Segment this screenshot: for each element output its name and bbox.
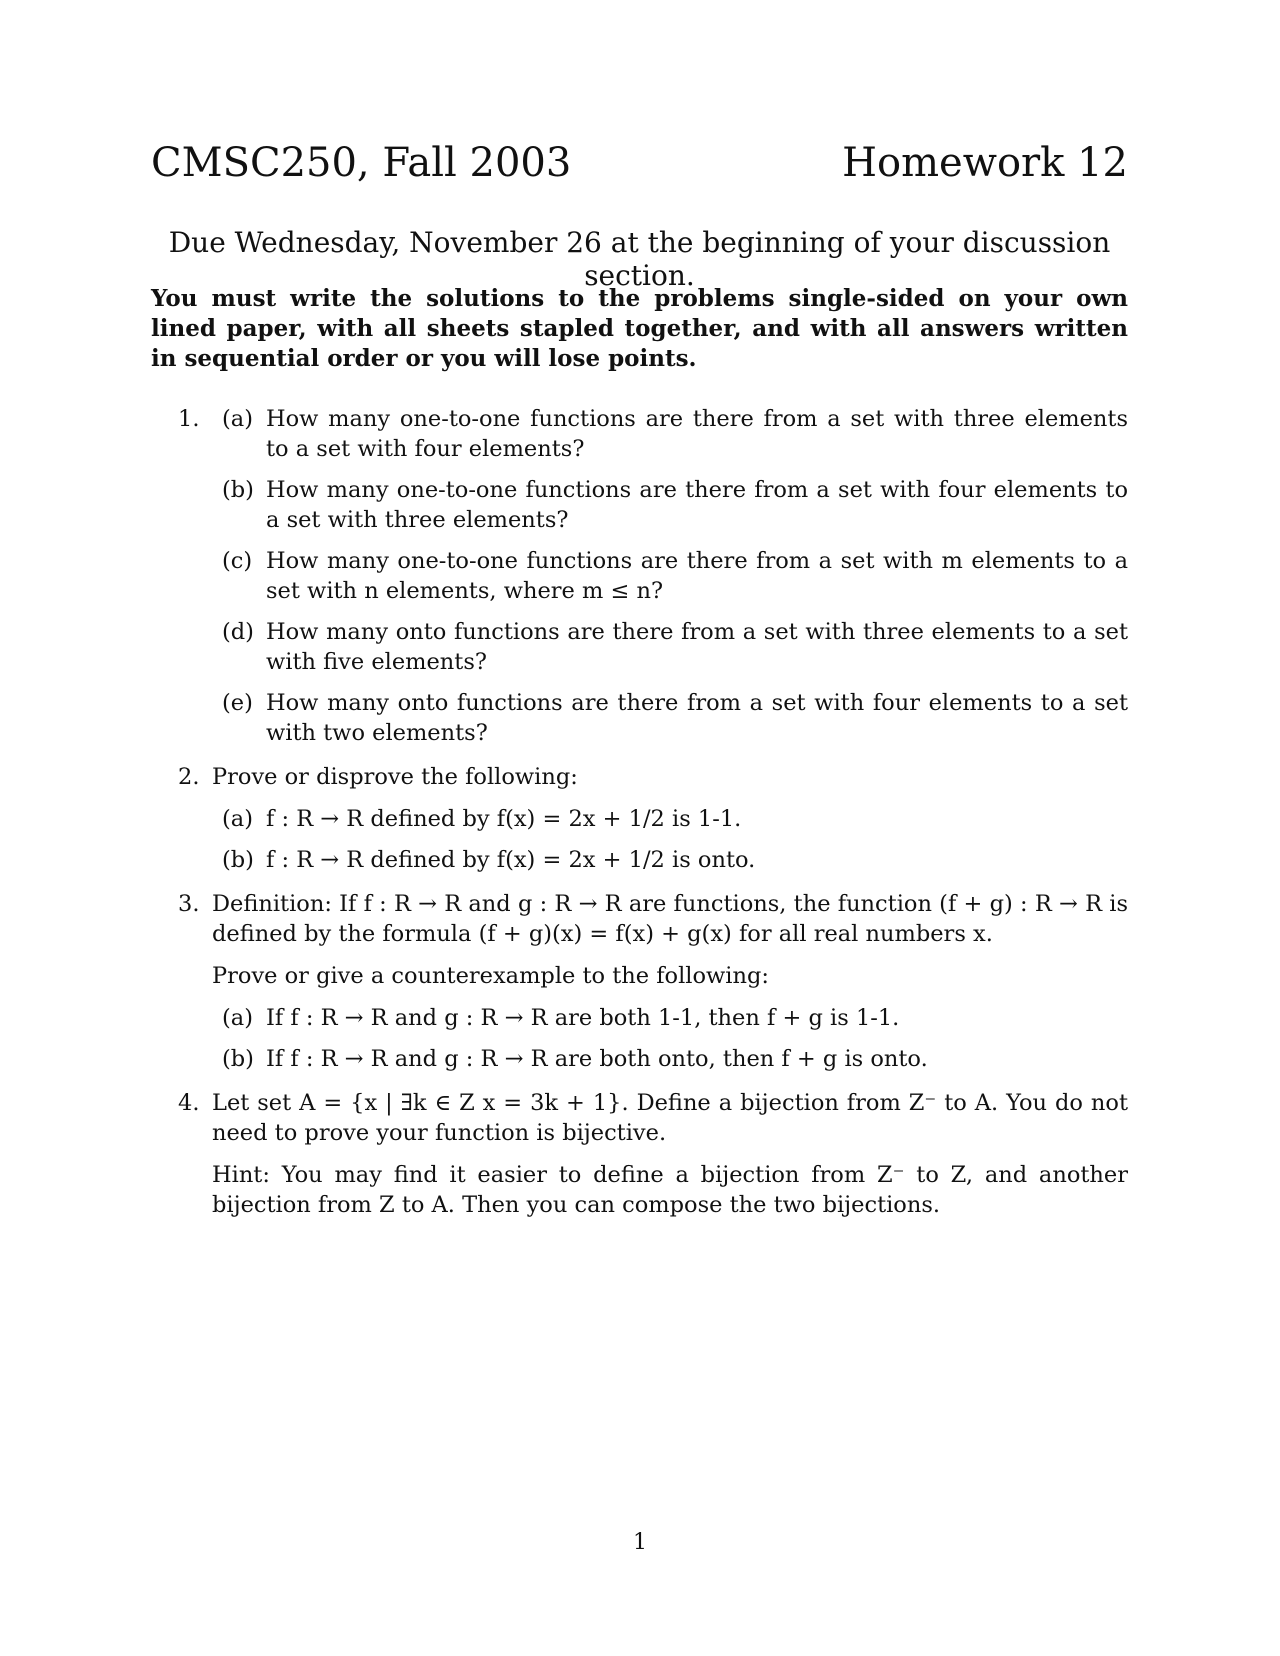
problem-4-hint: Hint: You may find it easier to define a bijection from Z⁻ to Z, and another bijection from Z to A. Then you can compose the two bijections. (212, 1162, 1128, 1218)
problem-4 (151, 1088, 1128, 1220)
due-date: Due Wednesday, November 26 at the beginning of your discussion section. (168, 226, 1111, 292)
problem-1c (212, 546, 1128, 606)
problem-number: 3. (178, 891, 200, 917)
sub-label: (b) (222, 477, 254, 503)
sub-label: (a) (222, 406, 253, 432)
sub-text: How many onto functions are there from a set with four elements to a set with two elements? (266, 690, 1128, 746)
sub-text: f : R → R defined by f(x) = 2x + 1/2 is onto. (266, 847, 756, 873)
sub-label: (d) (222, 619, 254, 645)
problem-2a (212, 804, 1128, 834)
sub-label: (c) (222, 548, 253, 574)
problem-number: 2. (178, 764, 200, 790)
sub-label: (e) (222, 690, 253, 716)
problem-3a (212, 1003, 1128, 1033)
sub-text: How many onto functions are there from a set with three elements to a set with five elements? (266, 619, 1128, 675)
course-title: CMSC250, Fall 2003 (151, 140, 572, 186)
problem-2b (212, 845, 1128, 875)
problem-1 (151, 404, 1128, 748)
sub-label: (b) (222, 847, 254, 873)
sub-label: (a) (222, 806, 253, 832)
page-number: 1 (633, 1530, 647, 1555)
problem-3-definition: Definition: If f : R → R and g : R → R are functions, the function (f + g) : R → R is defined by the formula (f + g)(x) = f(x) + g(x) for all real numbers x. (212, 891, 1128, 947)
problem-list (151, 404, 1128, 1234)
sub-text: If f : R → R and g : R → R are both onto, then f + g is onto. (266, 1046, 928, 1072)
problem-1a (212, 404, 1128, 464)
problem-1b (212, 475, 1128, 535)
problem-1e (212, 688, 1128, 748)
problem-2-intro: Prove or disprove the following: (212, 764, 578, 790)
problem-2 (151, 762, 1128, 875)
header (151, 140, 1128, 200)
problem-number: 4. (178, 1090, 200, 1116)
sub-label: (a) (222, 1005, 253, 1031)
problem-3-intro: Prove or give a counterexample to the following: (212, 963, 769, 989)
problem-4-text: Let set A = {x | ∃k ∈ Z x = 3k + 1}. Define a bijection from Z⁻ to A. You do not need to prove your function is bijective. (212, 1090, 1128, 1146)
sub-text: How many one-to-one functions are there from a set with four elements to a set with three elements? (266, 477, 1128, 533)
sub-label: (b) (222, 1046, 254, 1072)
problem-1d (212, 617, 1128, 677)
sub-text: How many one-to-one functions are there from a set with m elements to a set with n elements, where m ≤ n? (266, 548, 1128, 604)
assignment-title: Homework 12 (842, 140, 1128, 186)
instructions-warning: You must write the solutions to the problems single-sided on your own lined paper, with all sheets stapled together, and with all answers written in sequential order or you will lose points. (151, 285, 1128, 372)
problem-number: 1. (178, 406, 200, 432)
sub-text: f : R → R defined by f(x) = 2x + 1/2 is 1-1. (266, 806, 742, 832)
sub-text: If f : R → R and g : R → R are both 1-1, then f + g is 1-1. (266, 1005, 900, 1031)
problem-3b (212, 1044, 1128, 1074)
problem-3 (151, 889, 1128, 1074)
sub-text: How many one-to-one functions are there from a set with three elements to a set with four elements? (266, 406, 1128, 462)
